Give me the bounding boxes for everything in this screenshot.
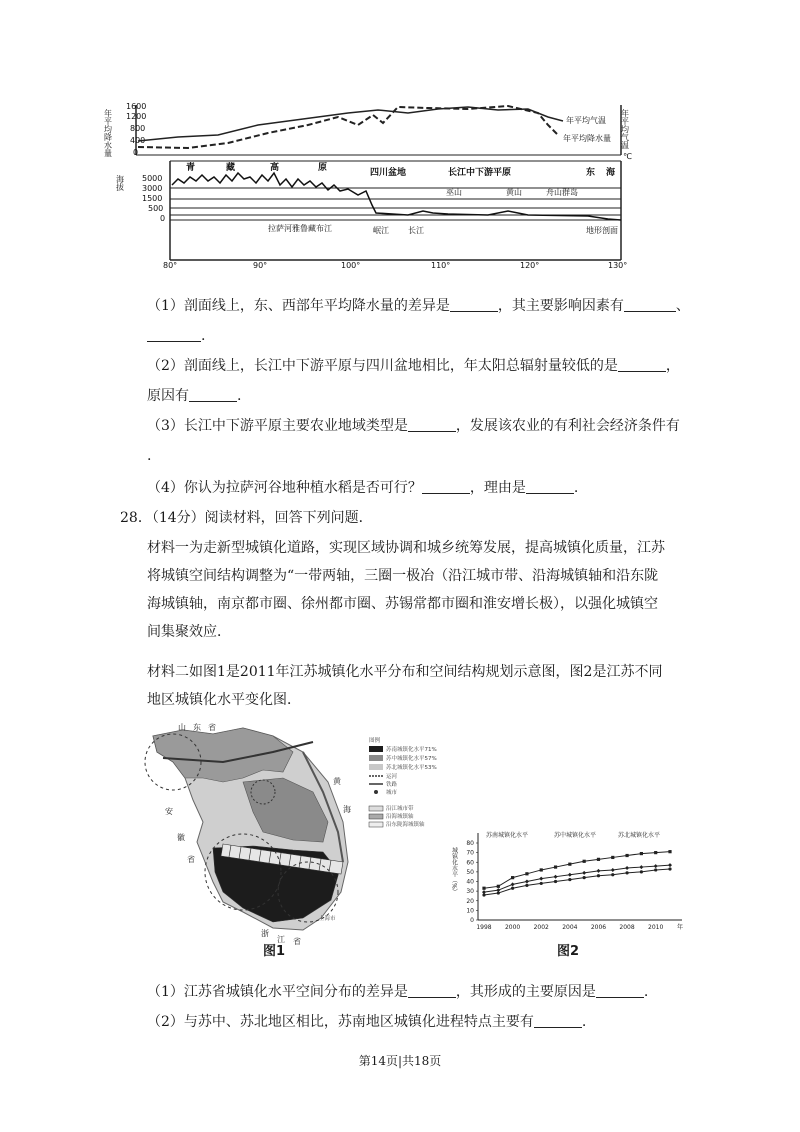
data-point: [668, 867, 671, 870]
legend-sunan: 苏南城镇化水平: [486, 832, 529, 839]
answer-blank[interactable]: [408, 983, 456, 998]
question-2: [147, 356, 680, 376]
data-point: [611, 868, 615, 872]
data-point: [583, 876, 586, 879]
legend-subei: 苏北城镇化水平: [618, 832, 661, 839]
q28-2-text: （2）与苏中、苏北地区相比，苏南地区城镇化进程特点主要有: [147, 1014, 534, 1030]
data-point: [482, 887, 485, 890]
map-label: 江: [277, 935, 285, 944]
figure-1-caption: 图1: [263, 944, 286, 959]
alt-tick: 0: [160, 214, 166, 223]
temp-unit: ℃: [623, 152, 632, 161]
x-tick-label: 1998: [476, 924, 492, 931]
data-point: [540, 882, 543, 885]
q2-text: .: [237, 388, 242, 404]
feature-label: 拉萨河雅鲁藏布江: [268, 224, 332, 233]
y-tick-label: 30: [466, 888, 474, 896]
q1-text: （1）剖面线上，东、西部年平均降水量的差异是: [147, 298, 450, 314]
question-1-cont: [147, 326, 205, 346]
region-label: 青: [186, 163, 196, 173]
precip-tick: 1600: [126, 102, 147, 111]
region-label: 原: [318, 163, 328, 173]
answer-blank[interactable]: [618, 357, 666, 372]
q4-text: ，理由是: [469, 480, 526, 496]
data-point: [654, 868, 657, 871]
temp-curve: [138, 107, 563, 141]
map-label: 上海市: [319, 916, 336, 922]
answer-blank[interactable]: [534, 1013, 582, 1028]
y-tick-label: 40: [466, 878, 474, 886]
data-point: [568, 863, 571, 866]
data-point: [583, 860, 586, 863]
map-label: 省: [208, 723, 216, 732]
data-point: [668, 863, 672, 867]
data-point: [511, 876, 514, 879]
q2-text: ，: [665, 358, 680, 374]
map-label: 东: [193, 723, 201, 732]
feature-label: 岷江: [373, 226, 389, 235]
x-tick-label: 年: [676, 924, 684, 931]
region-label: 长江中下游平原: [448, 168, 512, 178]
y-tick-label: 0: [470, 917, 474, 924]
terrain-climate-profile-figure: [103, 95, 638, 270]
data-point: [568, 873, 572, 877]
map-label: 徽: [177, 833, 185, 842]
question-4: [147, 478, 578, 498]
data-point: [582, 871, 586, 875]
data-point: [654, 864, 658, 868]
x-tick-label: 2002: [533, 924, 549, 931]
data-point: [596, 869, 600, 873]
q3-text: ，发展该农业的有利社会经济条件有: [455, 418, 680, 434]
map-label: 安: [165, 807, 173, 816]
data-point: [525, 872, 528, 875]
feature-label: 长江: [408, 226, 424, 235]
precip-tick: 400: [130, 136, 146, 145]
data-point: [525, 880, 529, 884]
q4-text: （4）你认为拉萨河谷地种植水稻是否可行？: [147, 480, 422, 496]
x-tick-label: 2008: [619, 924, 635, 931]
feature-label: 黄山: [506, 188, 522, 197]
x-tick-label: 2004: [562, 924, 578, 931]
data-point: [554, 875, 558, 879]
data-point: [625, 854, 628, 857]
data-point: [597, 858, 600, 861]
answer-blank[interactable]: [624, 297, 676, 312]
figure-2-caption: 图2: [557, 944, 580, 959]
data-point: [640, 870, 643, 873]
material-1: 材料一为走新型城镇化道路，实现区域协调和城乡统筹发展，提高城镇化质量，江苏将城镇空间结构调整为“一带两轴，三圈一极冶（沿江城市带、沿海城镇轴和沿东陇海城镇轴，南京都市圈、徐州都市圈、苏锡常都市圈和淮安增长极），以强化城镇空间集聚效应．: [147, 540, 665, 640]
lon-tick: 90°: [253, 261, 268, 270]
map-label: 省: [187, 855, 195, 864]
precip-tick: 800: [130, 124, 146, 133]
map-label: 省: [293, 937, 301, 946]
legend-suzhong: 苏中城镇化水平: [554, 832, 597, 839]
x-tick-label: 2006: [590, 924, 607, 931]
data-point: [482, 893, 485, 896]
answer-blank[interactable]: [526, 479, 574, 494]
alt-tick: 5000: [142, 174, 163, 183]
precip-tick: 1200: [126, 112, 147, 121]
legend-item: 沿海城镇轴: [386, 814, 414, 820]
q4-text: .: [573, 480, 579, 496]
region-label: 东: [586, 168, 596, 178]
q2-text: 原因有: [147, 388, 189, 404]
data-point: [511, 882, 515, 886]
data-point: [625, 871, 628, 874]
x-tick-label: 2010: [648, 924, 664, 931]
y-tick-label: 20: [466, 897, 474, 905]
lon-tick: 110°: [431, 261, 451, 270]
legend-item: 沿东陇海城镇轴: [386, 822, 425, 828]
feature-label: 舟山群岛: [546, 188, 578, 197]
legend-item: 城市: [386, 790, 398, 796]
legend-title: 图例: [369, 738, 381, 744]
x-tick-label: 2000: [504, 924, 521, 931]
q1-text: 、: [675, 298, 690, 314]
question-28-2: [147, 1012, 586, 1032]
q2-text: （2）剖面线上，长江中下游平原与四川盆地相比，年太阳总辐射量较低的是: [147, 358, 618, 374]
map-label: 浙: [261, 929, 269, 938]
answer-blank[interactable]: [408, 417, 456, 432]
question-1: [147, 296, 690, 316]
legend-item: 苏中城镇化水平57%: [386, 756, 437, 762]
series-line-0: [484, 852, 670, 889]
data-point: [611, 873, 614, 876]
data-point: [625, 866, 629, 870]
q3-text: （3）长江中下游平原主要农业地域类型是: [147, 418, 408, 434]
q28-1-text: ，其形成的主要原因是: [455, 984, 596, 1000]
legend-temp: 年平均气温: [566, 116, 606, 125]
y-tick-label: 60: [466, 859, 474, 867]
feature-label: 地形剖面: [586, 226, 618, 235]
legend-item: 沿江城市带: [386, 806, 414, 812]
legend-item: 苏北城镇化水平53%: [386, 765, 437, 771]
q1-text: .: [201, 328, 206, 344]
legend-item: 苏南城镇化水平71%: [386, 747, 437, 753]
question-28-header: 28．（14分）阅读材料，回答下列问题．: [120, 510, 373, 526]
answer-blank[interactable]: [147, 327, 201, 342]
map-label: 山: [178, 723, 186, 732]
answer-blank[interactable]: [189, 387, 237, 402]
temp-axis-label: 年平均气温: [620, 109, 630, 149]
lon-tick: 100°: [341, 261, 361, 270]
alt-tick: 1500: [142, 194, 163, 203]
data-point: [525, 884, 528, 887]
answer-blank[interactable]: [422, 479, 470, 494]
data-point: [554, 880, 557, 883]
question-3-cont: [147, 446, 151, 466]
answer-blank[interactable]: [596, 983, 644, 998]
legend-item: 铁路: [386, 782, 398, 788]
y-tick-label: 50: [466, 868, 474, 876]
region-label: 高: [270, 163, 280, 173]
data-point: [497, 885, 500, 888]
y-tick-label: 80: [466, 840, 474, 847]
page-footer: 第14页|共18页: [358, 1054, 442, 1068]
q1-text: ，其主要影响因素有: [497, 298, 624, 314]
map-label: 黄: [333, 777, 341, 786]
y-tick-label: 10: [466, 907, 474, 915]
precip-axis-label: 年平均降水量: [103, 109, 113, 157]
feature-label: 巫山: [446, 188, 462, 197]
alt-tick: 500: [148, 204, 164, 213]
q28-1-text: .: [643, 984, 649, 1000]
data-point: [639, 865, 643, 869]
precip-tick: 0: [133, 148, 139, 157]
region-label: 海: [606, 168, 616, 178]
lon-tick: 80°: [163, 261, 178, 270]
map-label: 海: [343, 805, 351, 814]
y-tick-label: 70: [466, 849, 474, 857]
chart-legend: [486, 831, 660, 839]
question-3: [147, 416, 680, 436]
map-legend: [369, 736, 437, 828]
data-point: [597, 874, 600, 877]
altitude-axis-label: 海拔: [115, 175, 125, 191]
data-point: [539, 877, 543, 881]
answer-blank[interactable]: [450, 297, 498, 312]
data-point: [540, 868, 543, 871]
profile-svg: [103, 95, 638, 270]
legend-item: 运河: [386, 774, 398, 780]
question-2-cont: [147, 386, 241, 406]
lon-tick: 130°: [608, 261, 628, 270]
data-point: [497, 891, 500, 894]
data-point: [554, 865, 557, 868]
q28-1-text: （1）江苏省城镇化水平空间分布的差异是: [147, 984, 408, 1000]
alt-tick: 3000: [142, 184, 163, 193]
region-label: 四川盆地: [370, 168, 407, 178]
data-point: [568, 878, 571, 881]
data-point: [611, 856, 614, 859]
legend-precip: 年平均降水量: [563, 134, 611, 143]
q3-text: .: [147, 448, 152, 464]
material-2: 材料二如图1是2011年江苏城镇化水平分布和空间结构规划示意图，图2是江苏不同地区城镇化水平变化图．: [147, 664, 663, 708]
question-28-1: [147, 982, 648, 1002]
data-point: [511, 887, 514, 890]
lon-tick: 120°: [520, 261, 540, 270]
data-point: [654, 851, 657, 854]
q28-2-text: .: [581, 1014, 587, 1030]
y-axis-label: 城镇化水平（%）: [450, 847, 458, 895]
data-point: [640, 852, 643, 855]
data-point: [668, 850, 671, 853]
region-label: 藏: [226, 163, 236, 173]
